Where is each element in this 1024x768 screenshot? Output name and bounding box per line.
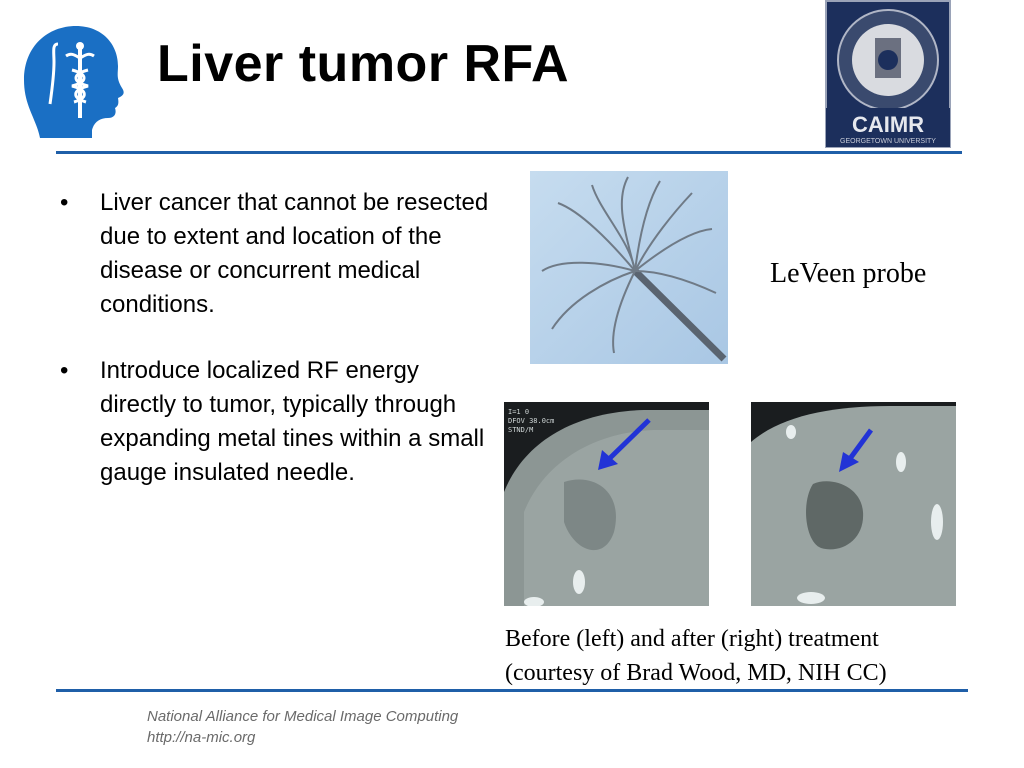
- caption-line: (courtesy of Brad Wood, MD, NIH CC): [505, 660, 887, 686]
- footer-org: National Alliance for Medical Image Computing: [147, 708, 459, 725]
- head-caduceus-icon: [18, 18, 128, 146]
- footer-url: http://na-mic.org: [147, 729, 256, 746]
- caimr-logo-subtext: GEORGETOWN UNIVERSITY: [840, 138, 936, 145]
- image-caption: [505, 622, 975, 690]
- slide-title: Liver tumor RFA: [157, 35, 569, 93]
- ct-overlay-text: DFOV 38.0cm: [508, 417, 555, 425]
- bullet-item: [60, 354, 500, 490]
- bullet-list: [60, 186, 500, 522]
- bullet-item: [60, 186, 500, 322]
- leveen-probe-photo: [530, 171, 728, 364]
- footer: [147, 706, 458, 748]
- caimr-logo: [825, 0, 951, 148]
- ct-scan-before: [504, 402, 709, 606]
- header-divider: [56, 151, 962, 154]
- bullet-text: Liver cancer that cannot be resected due to extent and location of the disease or concurrent medical conditions.: [100, 189, 489, 318]
- ct-overlay-text: STND/M: [508, 426, 534, 434]
- ct-overlay-text: I=1 0: [508, 408, 530, 416]
- bullet-text: Introduce localized RF energy directly to tumor, typically through expanding metal tines within a small gauge insulated needle.: [100, 357, 485, 486]
- caption-line: Before (left) and after (right) treatment: [505, 626, 879, 652]
- bullet-marker: •: [60, 357, 69, 384]
- probe-label: LeVeen probe: [770, 258, 927, 289]
- caimr-logo-text: CAIMR: [851, 112, 925, 137]
- footer-divider: [56, 689, 968, 692]
- ct-scan-after: [751, 402, 956, 606]
- bullet-marker: •: [60, 189, 69, 216]
